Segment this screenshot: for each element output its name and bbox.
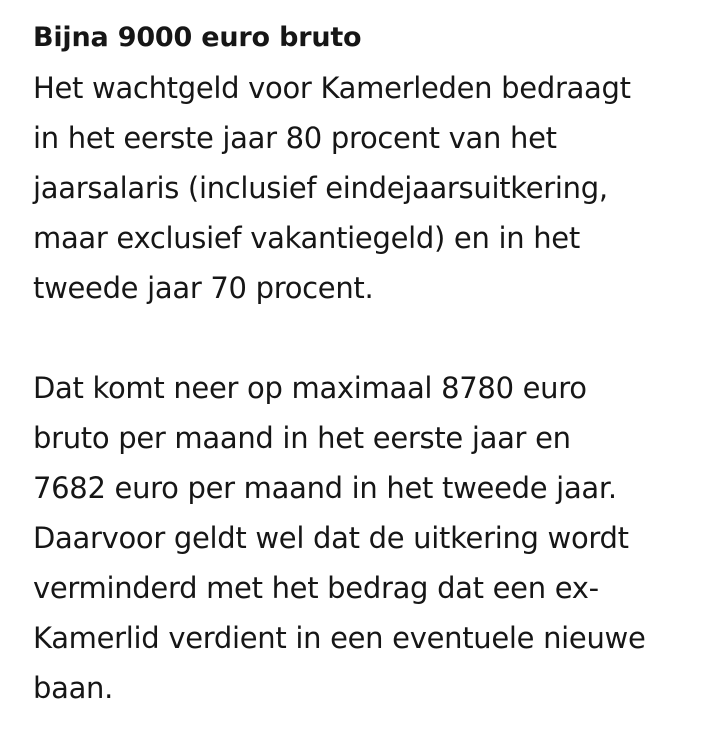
text-line: Kamerlid verdient in een eventuele nieuwe <box>33 621 646 655</box>
section-heading: Bijna 9000 euro bruto <box>33 22 362 53</box>
text-line: baan. <box>33 671 114 705</box>
text-line: bruto per maand in het eerste jaar en <box>33 421 571 455</box>
text-line: Daarvoor geldt wel dat de uitkering wordt <box>33 521 629 555</box>
text-line: maar exclusief vakantiegeld) en in het <box>33 221 580 255</box>
text-line: in het eerste jaar 80 procent van het <box>33 121 557 155</box>
paragraph-wachtgeld <box>33 63 705 313</box>
article-section <box>33 16 705 713</box>
text-line: jaarsalaris (inclusief eindejaarsuitkering, <box>33 171 608 205</box>
text-line: Dat komt neer op maximaal 8780 euro <box>33 371 587 405</box>
paragraph-spacer <box>33 313 705 363</box>
text-line: Het wachtgeld voor Kamerleden bedraagt <box>33 71 631 105</box>
paragraph-bedrag <box>33 363 705 713</box>
text-line: tweede jaar 70 procent. <box>33 271 374 305</box>
text-line: verminderd met het bedrag dat een ex- <box>33 571 599 605</box>
text-line: 7682 euro per maand in het tweede jaar. <box>33 471 617 505</box>
